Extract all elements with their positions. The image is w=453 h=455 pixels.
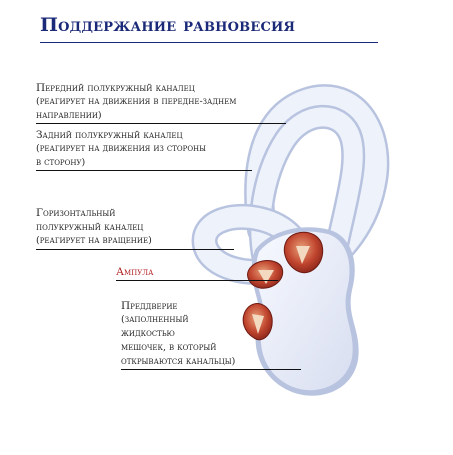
label-anterior-canal: Передний полукружный каналец (реагирует на движения в передне-заднем направлении) — [36, 82, 237, 121]
page-title: Поддержание равновесия — [40, 14, 296, 36]
label-vestibule: Преддверие (заполненный жидкостью мешочек, в который открываются канальцы) — [121, 300, 236, 367]
label-horizontal-canal: Горизонтальный полукружный каналец (реагирует на вращение) — [36, 207, 152, 246]
leader-line-anterior — [36, 123, 286, 124]
leader-line-posterior — [36, 170, 252, 171]
label-ampulla: Ампула — [116, 266, 154, 278]
leader-line-ampulla — [116, 280, 278, 281]
leader-line-horizontal — [36, 249, 234, 250]
label-posterior-canal: Задний полукружный каналец (реагирует на движения из стороны в сторону) — [36, 129, 207, 168]
leader-line-vestibule — [121, 369, 301, 370]
ampulla-lower — [243, 304, 272, 340]
